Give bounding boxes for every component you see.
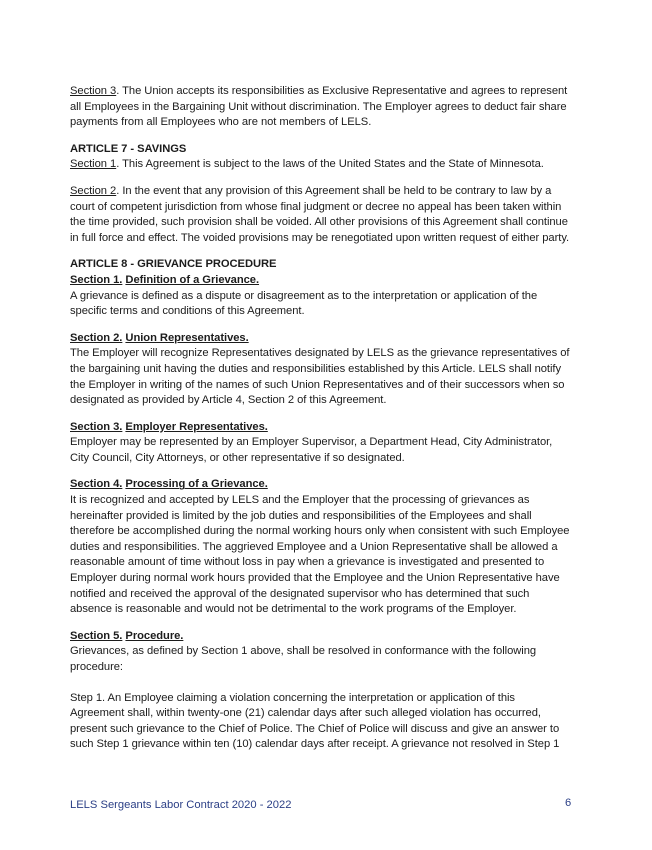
footer-title: LELS Sergeants Labor Contract 2020 - 2022: [70, 799, 292, 811]
article8-section2-number: Section 2.: [70, 331, 123, 344]
article8-section2-title: Union Representatives.: [125, 331, 249, 344]
article7-section1-text: . This Agreement is subject to the laws of the United States and the State of Minnesota.: [116, 158, 544, 171]
article8-heading: ARTICLE 8 - GRIEVANCE PROCEDURE: [70, 258, 277, 271]
article8-section5-heading: [70, 629, 570, 645]
page-number: 6: [565, 797, 572, 809]
article7-section2-text: . In the event that any provision of this Agreement shall be held to be contrary to law by a court of competent jurisdiction from whose final judgment or decree no appeal has been taken within the time provided, such provision shall be voided. All other provisions of this Agreement shall continue in full force and effect. The voided provisions may be renegotiated upon written request of either party.: [70, 184, 570, 244]
article7-section1-paragraph: [70, 157, 570, 173]
article8-section3-heading: [70, 420, 570, 436]
article6-section3-text: . The Union accepts its responsibilities as Exclusive Representative and agrees to represent all Employees in the Bargaining Unit without discrimination. The Employer agrees to deduct fair share payments from all Employees who are not members of LELS.: [70, 85, 568, 129]
article7-section1-label: Section 1: [70, 158, 117, 171]
article8-section1-title: Definition of a Grievance.: [125, 273, 260, 286]
article6-section3-paragraph: [70, 84, 570, 131]
article8-section3-text: Employer may be represented by an Employer Supervisor, a Department Head, City Administrator, City Council, City Attorneys, or other representative if so designated.: [70, 436, 553, 464]
document-body: [70, 84, 570, 753]
article8-section4-number: Section 4.: [70, 478, 123, 491]
article8-section4-text: It is recognized and accepted by LELS and the Employer that the processing of grievances as hereinafter provided is limited by the job duties and responsibilities of the Employees and shall therefore be accomplished during the normal working hours only when consistent with such Employee duties and responsibilities. The aggrieved Employee and a Union Representative shall be allowed a reasonable amount of time without loss in pay when a grievance is investigated and presented to Employer during normal work hours provided that the Employee and the Union Representative have notified and received the approval of the designated supervisor who has determined that such absence is reasonable and would not be detrimental to the work programs of the Employer.: [70, 494, 570, 616]
article8-section4-heading: [70, 477, 570, 493]
article8-section5-title: Procedure.: [125, 629, 184, 642]
article8-section1-text: A grievance is defined as a dispute or disagreement as to the interpretation or application of the specific terms and conditions of this Agreement.: [70, 289, 538, 318]
article6-section3-label: Section 3: [70, 85, 117, 97]
article8-section5-number: Section 5.: [70, 629, 123, 642]
article7-section2-paragraph: [70, 184, 570, 246]
article8-section1-heading: [70, 273, 570, 289]
article8-section2-text: The Employer will recognize Representatives designated by LELS as the grievance representatives of the bargaining unit having the duties and responsibilities established by this Article. LELS shall notify the Employer in writing of the names of such Union Representatives and of their successors when so designated as provided by Article 4, Section 2 of this Agreement.: [70, 347, 570, 407]
article8-step1-text: Step 1. An Employee claiming a violation concerning the interpretation or application of this Agreement shall, within twenty-one (21) calendar days after such alleged violation has occurred, present such grievance to the Chief of Police. The Chief of Police will discuss and give an answer to such Step 1 grievance within ten (10) calendar days after receipt. A grievance not resolved in Step 1: [70, 691, 560, 751]
article7-section2-label: Section 2: [70, 184, 117, 197]
article7-heading: ARTICLE 7 - SAVINGS: [70, 142, 187, 155]
article8-section3-number: Section 3.: [70, 420, 123, 433]
article8-section5-text: Grievances, as defined by Section 1 above, shall be resolved in conformance with the following procedure:: [70, 645, 537, 673]
article8-section4-title: Processing of a Grievance.: [125, 478, 268, 491]
article8-section2-heading: [70, 331, 570, 347]
article8-section3-title: Employer Representatives.: [125, 420, 268, 433]
article8-section1-number: Section 1.: [70, 273, 123, 286]
